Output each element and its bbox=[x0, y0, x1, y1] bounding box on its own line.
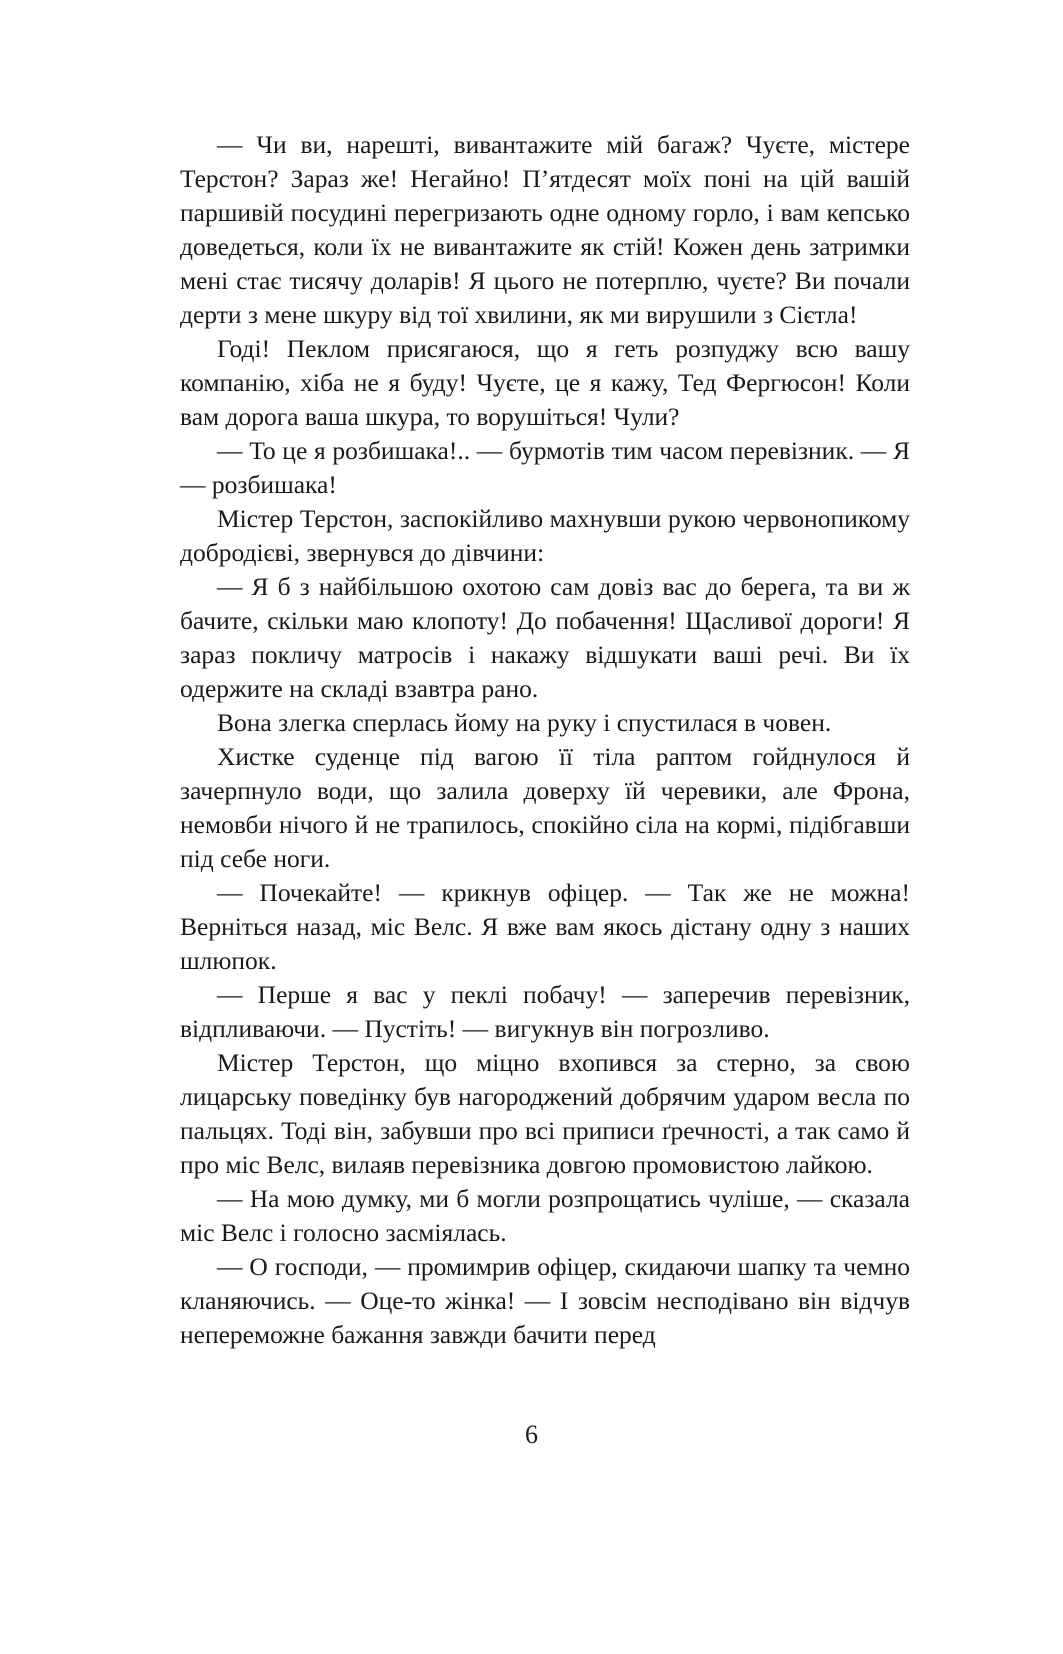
paragraph: — Чи ви, нарешті, вивантажите мій багаж? Чуєте, містере Терстон? Зараз же! Негайно! П’ятдесят моїх поні на цій вашій паршивій посудині перегризають одне одному горло, і вам кепсько доведеться, коли їх не вивантажите як стій! Кожен день затримки мені стає тисячу доларів! Я цього не потерплю, чуєте? Ви почали дерти з мене шкуру від тої хвилини, як ми вирушили з Сієтла! bbox=[180, 130, 910, 329]
paragraph: — Перше я вас у пеклі побачу! — заперечив перевізник, відпливаючи. — Пустіть! — вигукнув він погрозливо. bbox=[180, 980, 910, 1043]
paragraph: — Почекайте! — крикнув офіцер. — Так же не можна! Верніться назад, міс Велс. Я вже вам якось дістану одну з наших шлюпок. bbox=[180, 878, 910, 975]
body-text bbox=[180, 128, 910, 1352]
paragraph: — То це я розбишака!.. — бурмотів тим часом перевізник. — Я — розбишака! bbox=[180, 436, 910, 499]
paragraph: Містер Терстон, заспокійливо махнувши рукою червонопикому добродієві, звернувся до дівчини: bbox=[180, 504, 910, 567]
paragraph: — На мою думку, ми б могли розпрощатись чуліше, — сказала міс Велс і голосно засміялась. bbox=[180, 1184, 910, 1247]
paragraph: Хистке суденце під вагою її тіла раптом гойднулося й зачерпнуло води, що залила доверху їй черевики, але Фрона, немовби нічого й не трапилось, спокійно сіла на кормі, підібгавши під себе ноги. bbox=[180, 742, 910, 873]
paragraph: Містер Терстон, що міцно вхопився за стерно, за свою лицарську поведінку був нагороджений добрячим ударом весла по пальцях. Тоді він, забувши про всі приписи ґречності, а так само й про міс Велс, вилаяв перевізника довгою промовистою лайкою. bbox=[180, 1048, 910, 1179]
page-number: 6 bbox=[525, 1420, 538, 1449]
paragraph: — Я б з найбільшою охотою сам довіз вас до берега, та ви ж бачите, скільки маю клопоту! До побачення! Щасливої дороги! Я зараз покличу матросів і накажу відшукати ваші речі. Ви їх одержите на складі взавтра рано. bbox=[180, 572, 910, 703]
paragraph: — О господи, — промимрив офіцер, скидаючи шапку та чемно кланяючись. — Оце-то жінка! — І зовсім несподівано він відчув непереможне бажання завжди бачити перед bbox=[180, 1252, 910, 1349]
paragraph: Годі! Пеклом присягаюся, що я геть розпуджу всю вашу компанію, хіба не я буду! Чуєте, це я кажу, Тед Фергюсон! Коли вам дорога ваша шкура, то ворушіться! Чули? bbox=[180, 334, 910, 431]
paragraph: Вона злегка сперлась йому на руку і спустилася в човен. bbox=[217, 708, 832, 737]
